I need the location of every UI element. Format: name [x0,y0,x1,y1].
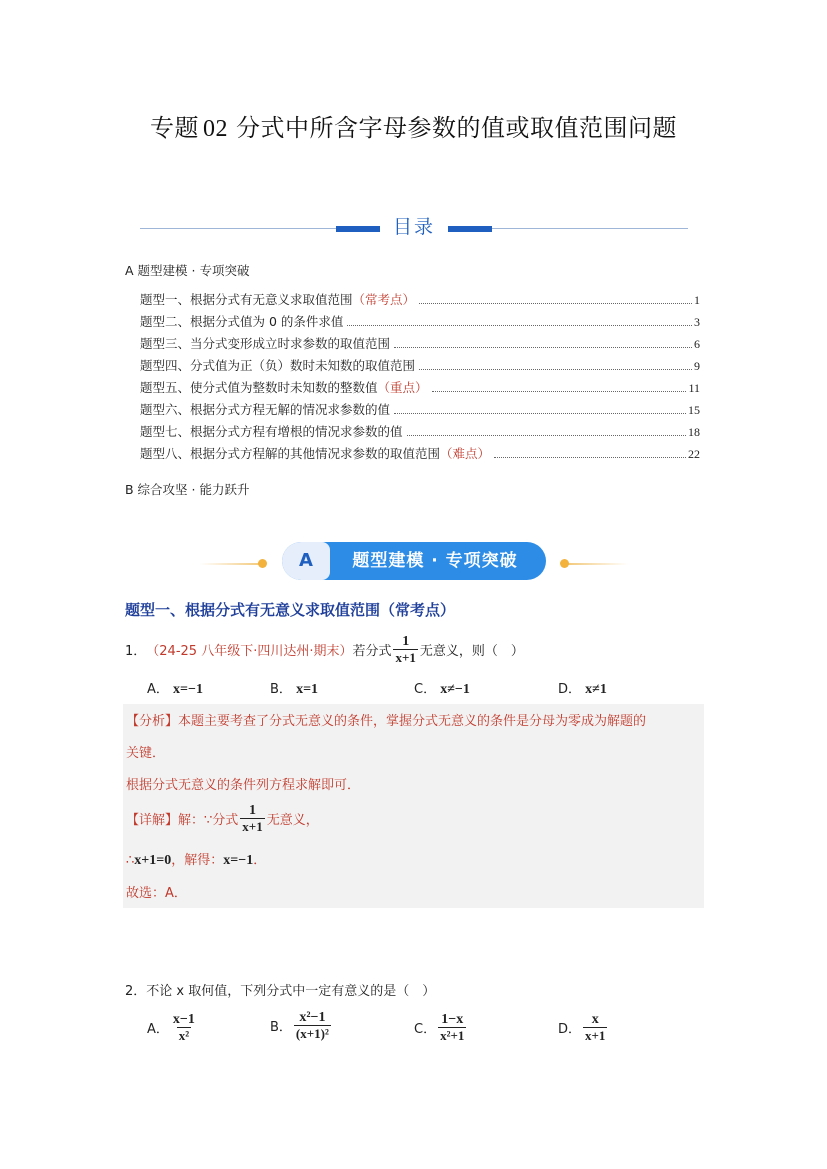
analysis-line-2: 关键． [126,746,166,761]
title-text: 分式中所含字母参数的值或取值范围问题 [236,114,677,142]
toc-section-b[interactable]: B 综合攻坚 · 能力跃升 [125,482,250,497]
analysis-line-1: 【分析】本题主要考查了分式无意义的条件，掌握分式无意义的条件是分母为零成为解题的 [126,714,647,729]
banner-dot-right [560,559,569,568]
answer-line: 故选：A． [126,886,187,901]
question-number: 1． [125,644,147,659]
option-a[interactable]: A． x=−1 [147,682,204,697]
toc-item[interactable]: 题型一、根据分式有无意义求取值范围 （常考点） 1 [140,292,700,307]
detail-line: 【详解】解：∵分式 $\frac{1}{x+1}$ 无意义， [126,803,319,834]
banner-text: 题型建模 · 专项突破 [352,551,518,571]
title-prefix: 专题 [150,114,199,142]
analysis-line-3: 根据分式无意义的条件列方程求解即可． [126,778,361,793]
question-number: 2． [125,984,147,999]
banner-dot-left [258,559,267,568]
option-b[interactable]: B． x=1 [270,682,319,697]
question-source: （24-25 八年级下·四川达州·期末） [146,644,353,659]
section-title: 题型一、根据分式有无意义求取值范围（常考点） [125,601,456,619]
toc-item[interactable]: 题型六、根据分式方程无解的情况求参数的值 15 [140,402,700,417]
toc-item[interactable]: 题型五、使分式值为整数时未知数的整数值 （重点） 11 [140,380,700,395]
banner-letter: A [282,542,330,580]
title-number: 02 [203,116,228,142]
toc-item[interactable]: 题型二、根据分式值为 0 的条件求值 3 [140,314,700,329]
equation-line: ∴x+1=0，解得：x=−1． [126,853,267,868]
question-1 [125,634,524,665]
fraction: $\frac{1}{x+1}$ [395,634,416,665]
option-c[interactable]: C． x≠−1 [414,682,470,697]
option-a[interactable]: A． $\frac{x-1}{\text{x²}}$ [147,1012,195,1043]
toc-item[interactable]: 题型八、根据分式方程解的其他情况求参数的取值范围 （难点） 22 [140,446,700,461]
toc-item[interactable]: 题型七、根据分式方程有增根的情况求参数的值 18 [140,424,700,439]
banner-line-left [200,563,262,565]
banner-line-right [566,563,628,565]
option-d[interactable]: D． x≠1 [558,682,607,697]
toc-section-a[interactable]: A 题型建模 · 专项突破 [125,263,250,278]
question-text: 不论 x 取何值，下列分式中一定有意义的是（ ） [146,984,436,999]
fraction: $\frac{1}{x+1}$ [242,803,263,834]
page-title [0,108,827,143]
question-2 [125,980,435,999]
option-d[interactable]: D． $\frac{x}{x+1}$ [558,1012,606,1043]
option-c[interactable]: C． $\frac{1-x}{\text{x²+1}}$ [414,1012,465,1043]
toc-item[interactable]: 题型四、分式值为正（负）数时未知数的取值范围 9 [140,358,700,373]
toc-item[interactable]: 题型三、当分式变形成立时求参数的取值范围 6 [140,336,700,351]
question-text: 若分式 [352,644,392,659]
option-b[interactable]: B． $\frac{\text{x²−1}}{\text{(x+1)²}}$ [270,1010,329,1041]
toc-heading: 目录 [380,212,448,239]
question-text-end: 无意义，则（ ） [419,644,524,659]
